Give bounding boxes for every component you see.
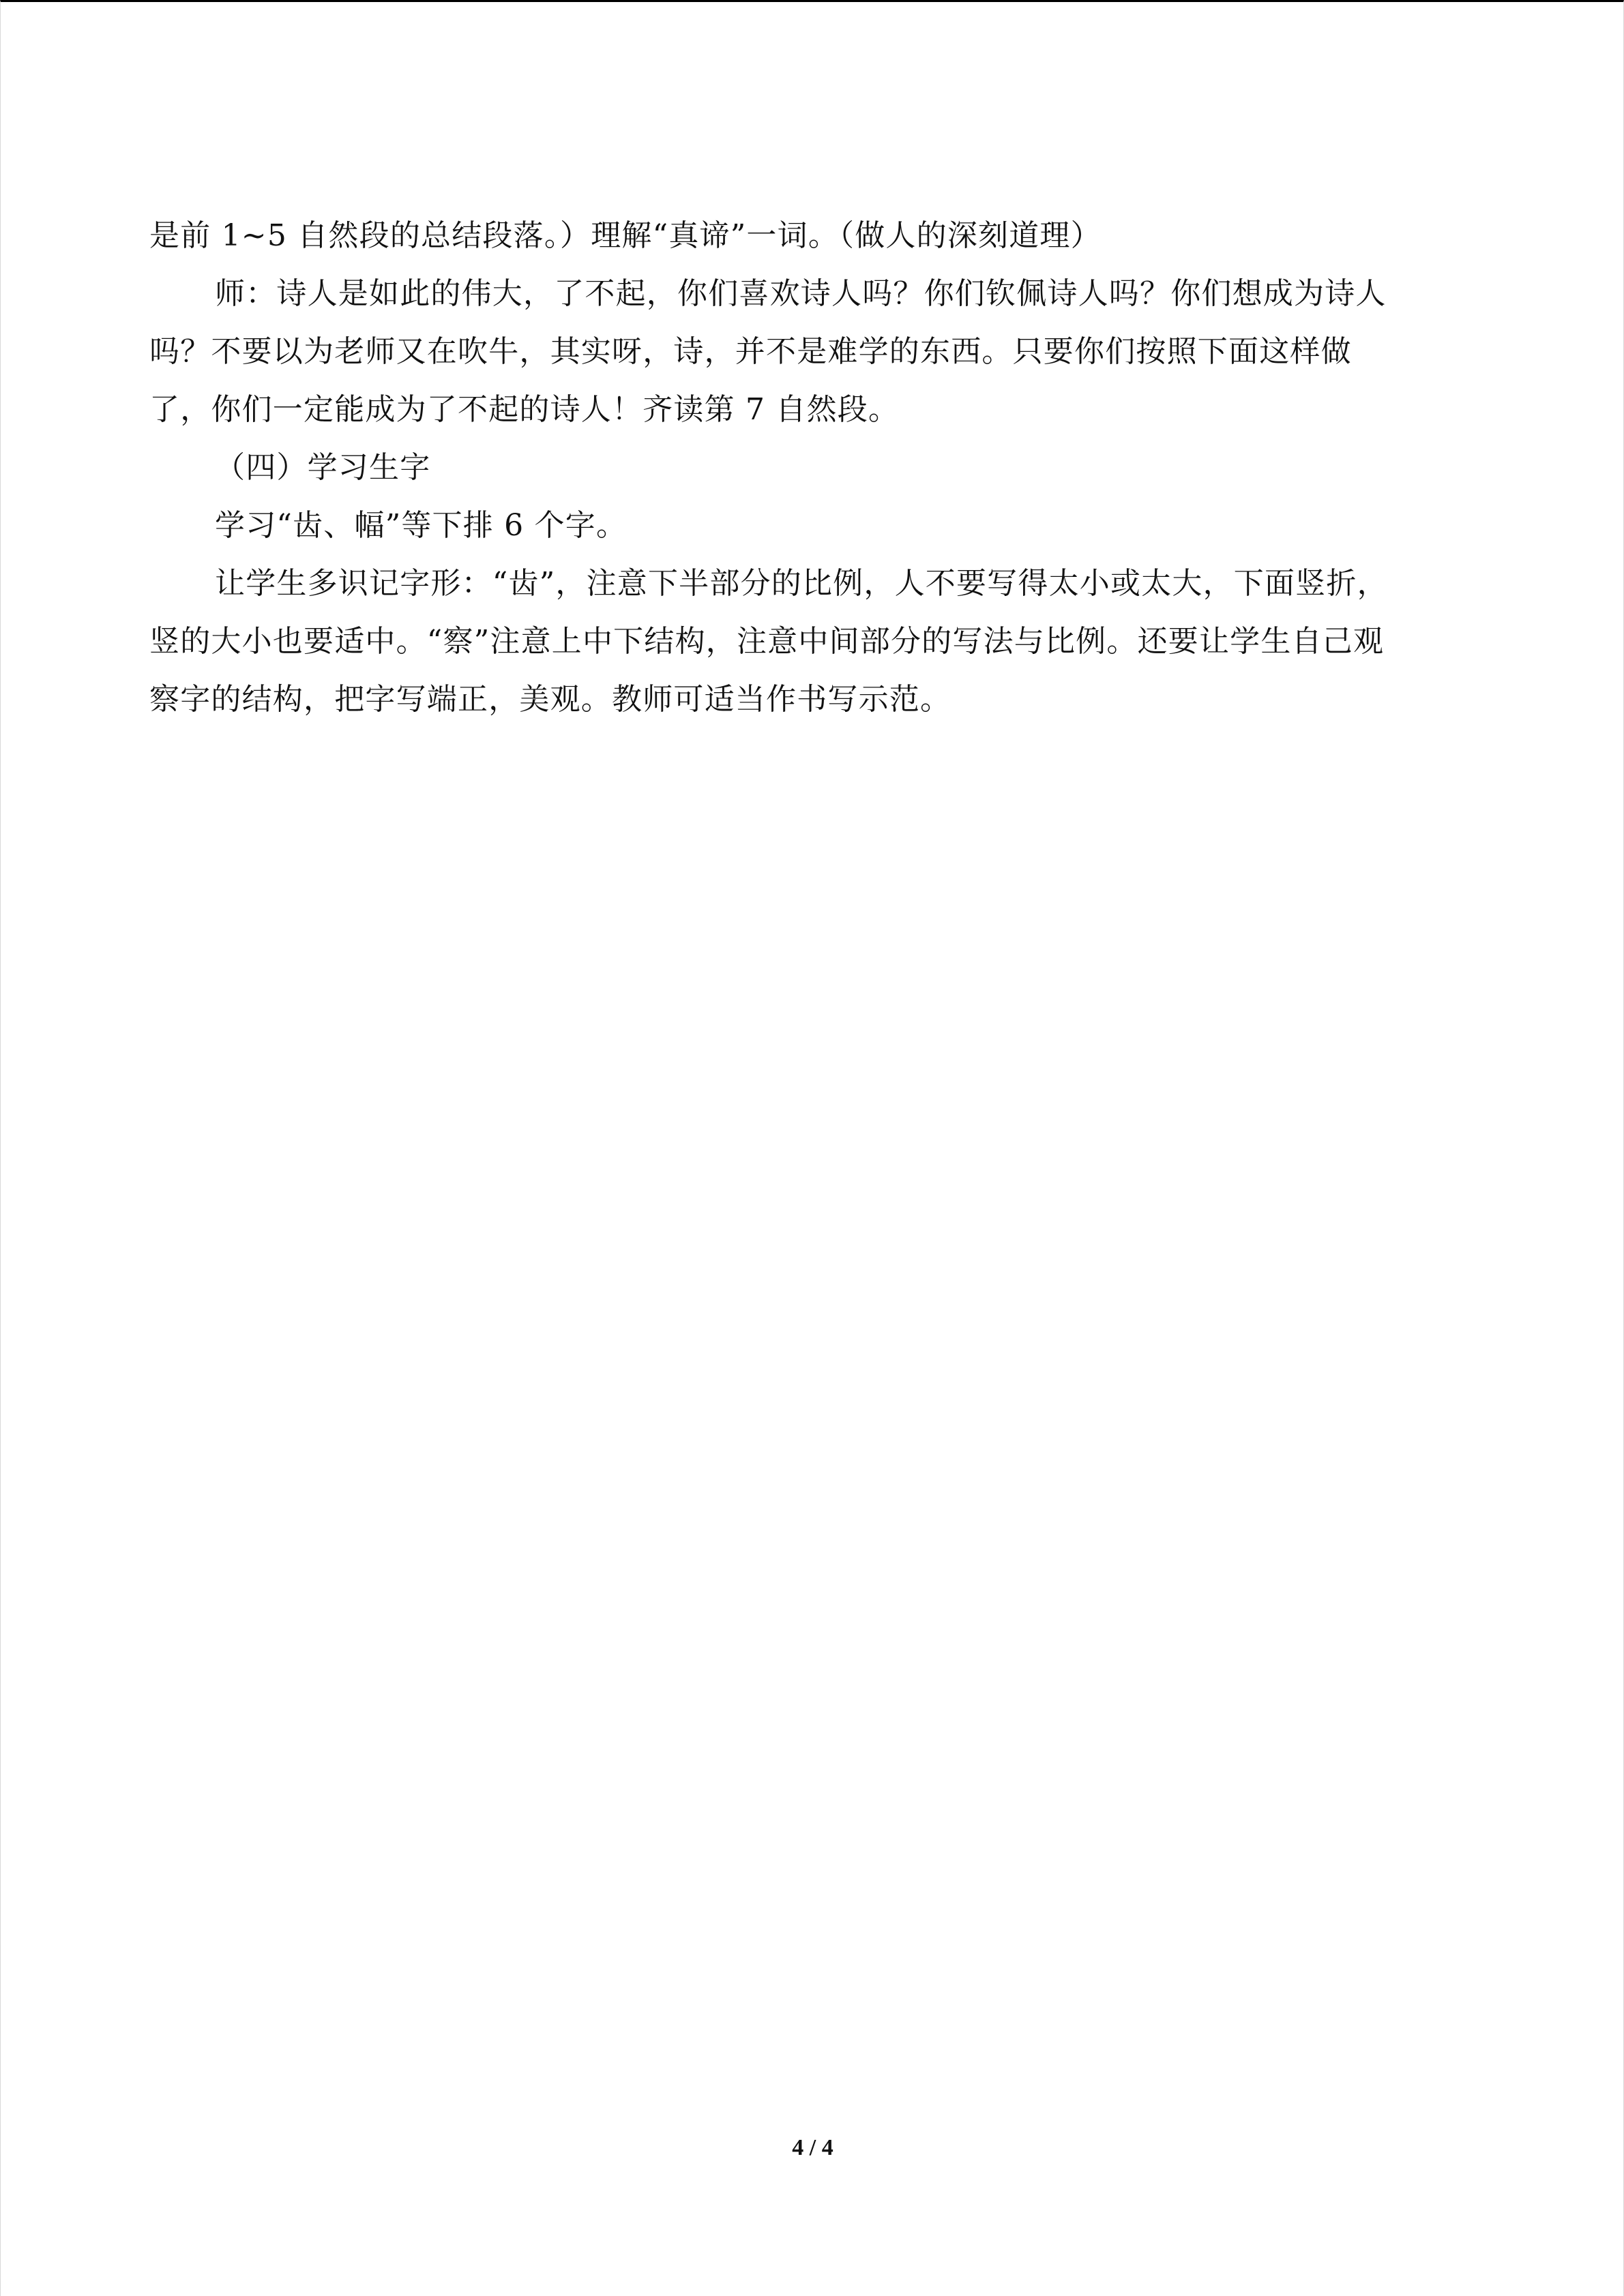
document-body	[149, 207, 1481, 728]
text-line: 了，你们一定能成为了不起的诗人！齐读第 7 自然段。	[149, 392, 900, 427]
text-line: 让学生多识记字形：“齿”，注意下半部分的比例，人不要写得太小或太大，下面竖折，	[215, 566, 1388, 601]
text-line: 吗？不要以为老师又在吹牛，其实呀，诗，并不是难学的东西。只要你们按照下面这样做	[149, 334, 1352, 369]
section-heading: （四）学习生字	[215, 450, 431, 485]
text-line: 竖的大小也要适中。“察”注意上中下结构，注意中间部分的写法与比例。还要让学生自己观	[149, 624, 1385, 659]
text-line: 师：诗人是如此的伟大，了不起，你们喜欢诗人吗？你们钦佩诗人吗？你们想成为诗人	[215, 276, 1387, 311]
text-line: 是前 1~5 自然段的总结段落。）理解“真谛”一词。（做人的深刻道理）	[149, 218, 1102, 253]
text-line: 学习“齿、幅”等下排 6 个字。	[215, 508, 628, 543]
text-line: 察字的结构，把字写端正，美观。教师可适当作书写示范。	[149, 682, 951, 717]
page-number: 4 / 4	[792, 2135, 833, 2160]
